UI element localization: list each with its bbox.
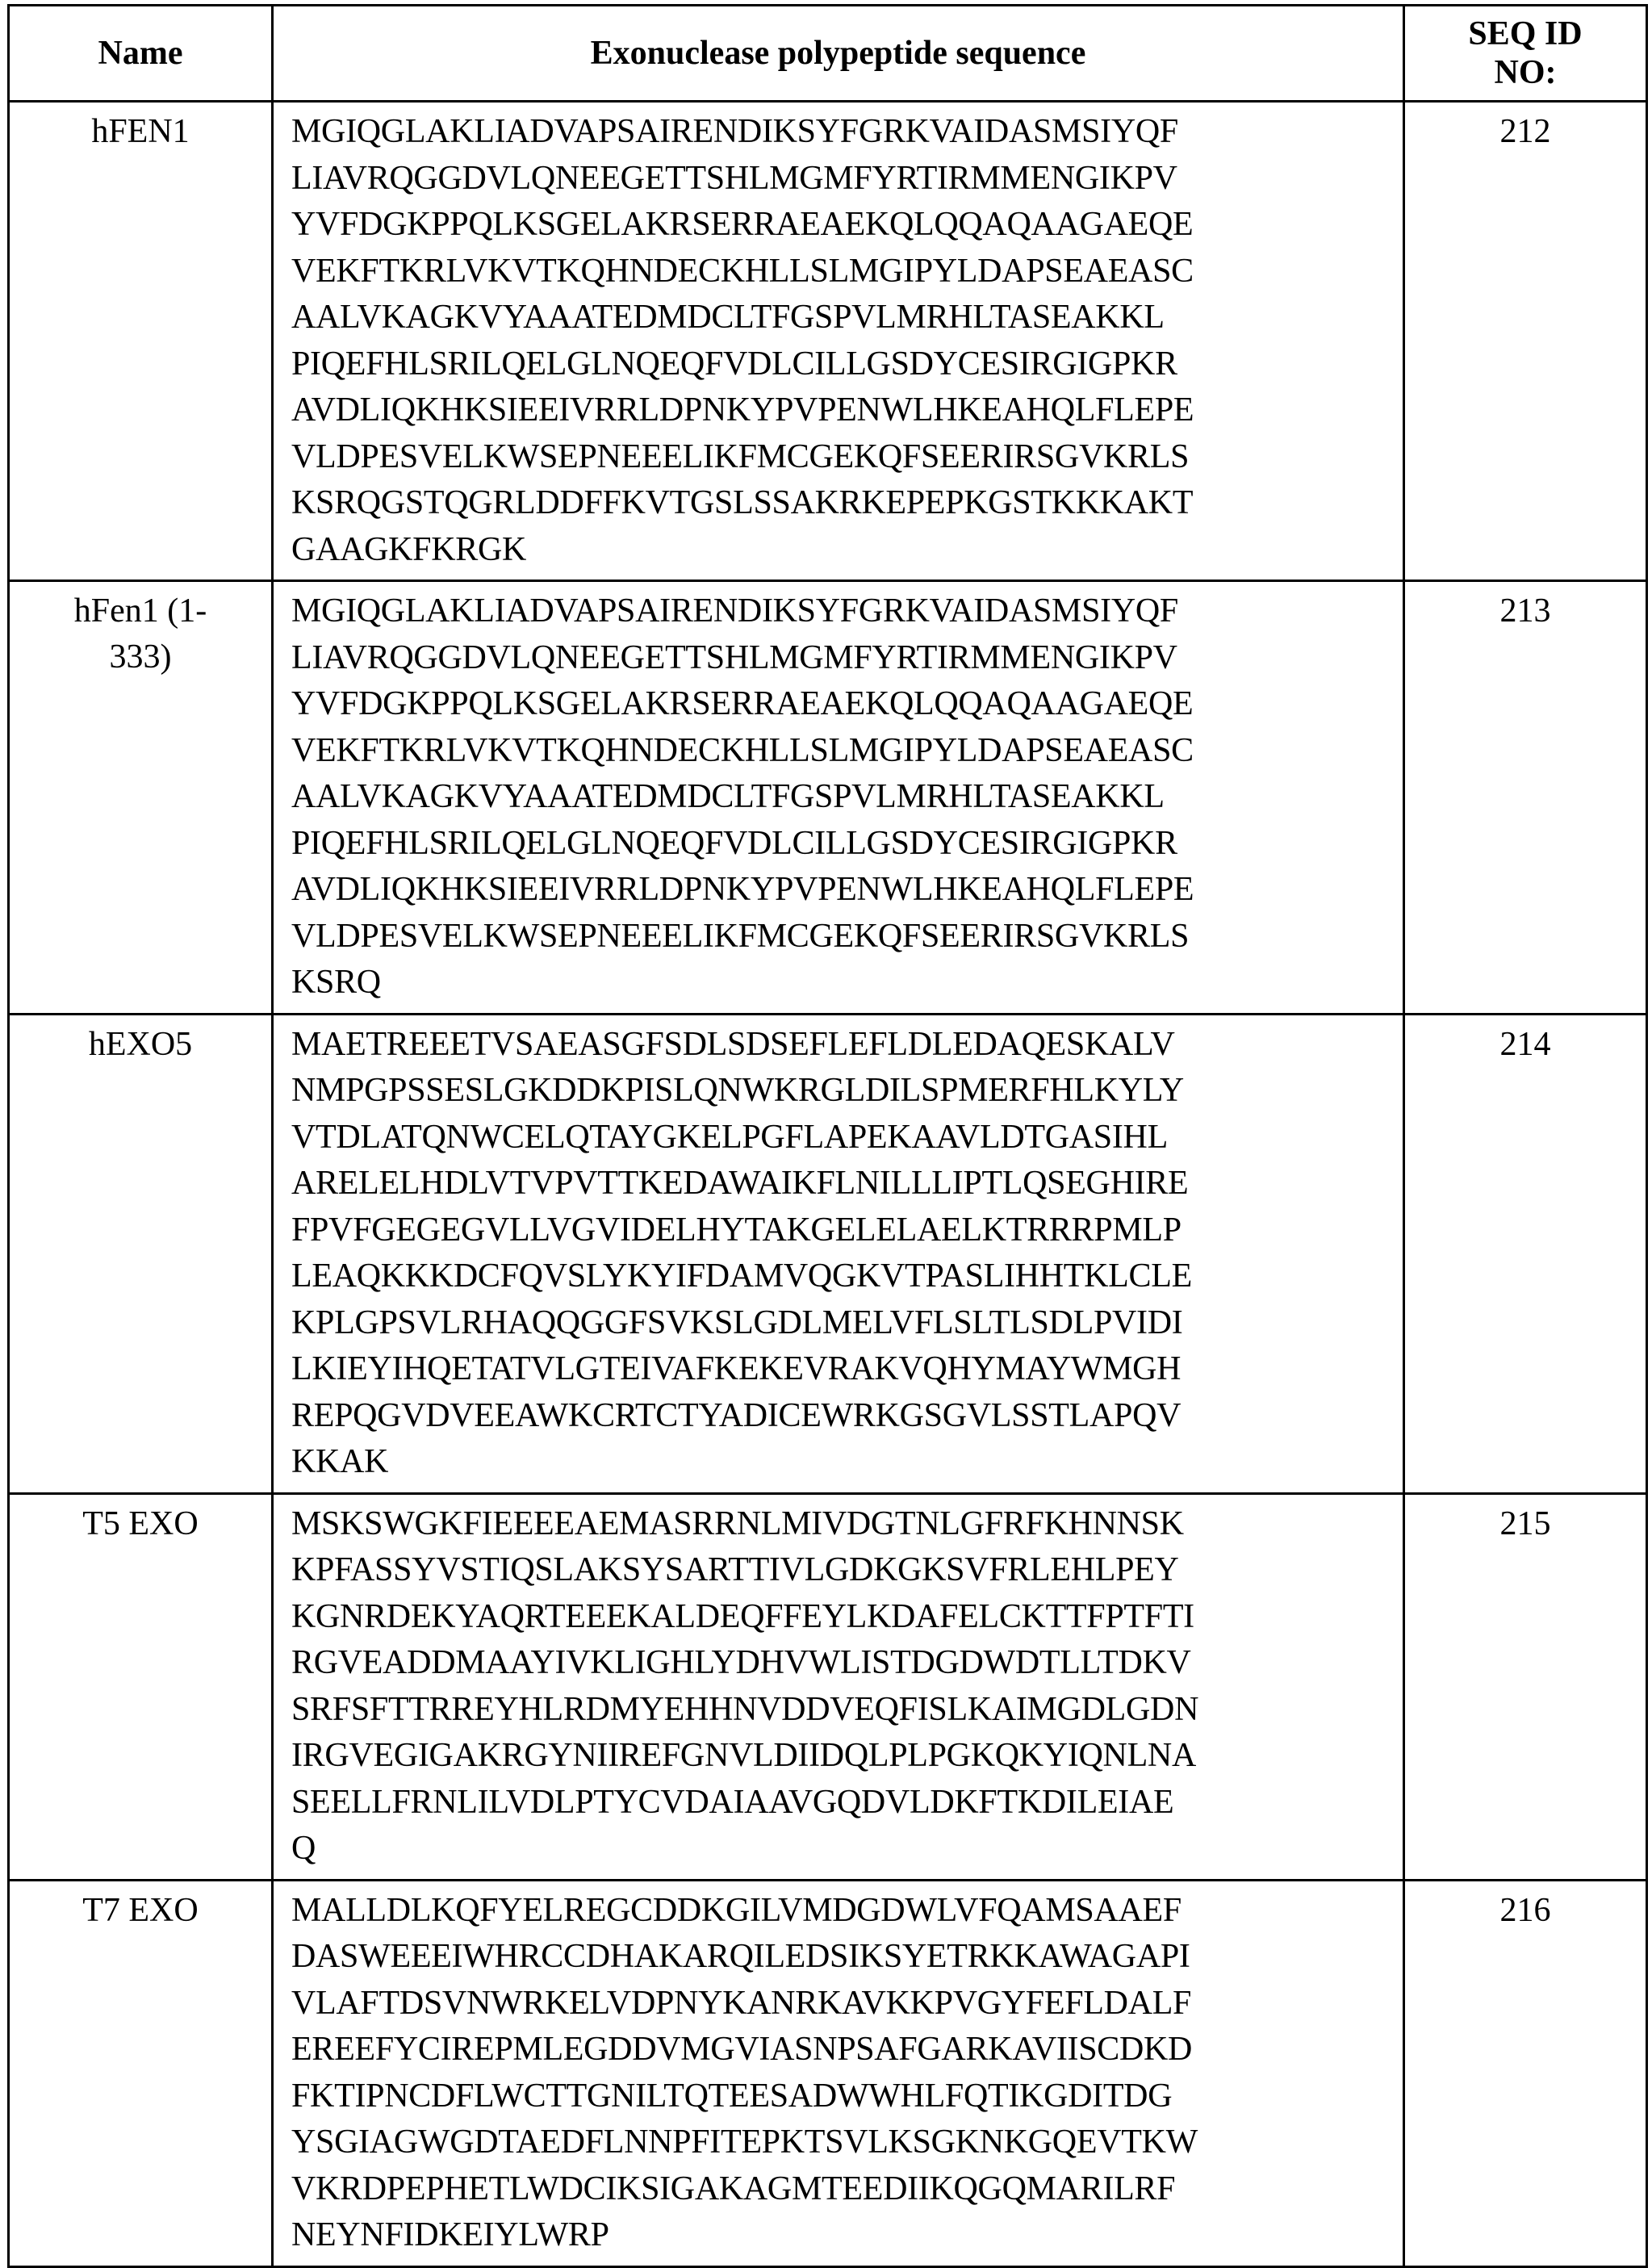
sequence-line: MGIQGLAKLIADVAPSAIRENDIKSYFGRKVAIDASMSIYQF — [291, 109, 1403, 156]
sequence-line: NEYNFIDKEIYLWRP — [291, 2212, 1403, 2259]
sequence-line: AVDLIQKHKSIEEIVRRLDPNKYPVPENWLHKEAHQLFLEPE — [291, 387, 1403, 434]
sequence-line: LIAVRQGGDVLQNEEGETTSHLMGMFYRTIRMMENGIKPV — [291, 156, 1403, 203]
enzyme-name-cell — [9, 1014, 273, 1493]
sequence-line: YVFDGKPPQLKSGELAKRSERRAEAEKQLQQAQAAGAEQE — [291, 202, 1403, 249]
sequence-cell — [273, 1493, 1404, 1880]
sequence-line: YSGIAGWGDTAEDFLNNPFITEPKTSVLKSGKNKGQEVTKW — [291, 2119, 1403, 2166]
enzyme-name: hFen1 (1- — [10, 588, 271, 634]
sequence-line: KKAK — [291, 1439, 1403, 1486]
sequence-line: SEELLFRNLILVDLPTYCVDAIAAVGQDVLDKFTKDILEIAE — [291, 1780, 1403, 1827]
enzyme-name: T7 EXO — [10, 1888, 271, 1934]
sequence-line: DASWEEEIWHRCCDHAKARQILEDSIKSYETRKKAWAGAPI — [291, 1934, 1403, 1981]
sequence-line: PIQEFHLSRILQELGLNQEQFVDLCILLGSDYCESIRGIGPKR — [291, 821, 1403, 868]
sequence-line: LIAVRQGGDVLQNEEGETTSHLMGMFYRTIRMMENGIKPV — [291, 635, 1403, 682]
sequence-line: LKIEYIHQETATVLGTEIVAFKEKEVRAKVQHYMAYWMGH — [291, 1346, 1403, 1393]
sequence-line: VLDPESVELKWSEPNEEELIKFMCGEKQFSEERIRSGVKRLS — [291, 434, 1403, 481]
sequence-line: ARELELHDLVTVPVTTKEDAWAIKFLNILLLIPTLQSEGHIRE — [291, 1161, 1403, 1207]
sequence-line: NMPGPSSESLGKDDKPISLQNWKRGLDILSPMERFHLKYLY — [291, 1068, 1403, 1115]
header-seq-id-line2: NO: — [1405, 53, 1646, 92]
enzyme-name-cell — [9, 1880, 273, 2266]
sequence-line: YVFDGKPPQLKSGELAKRSERRAEAEKQLQQAQAAGAEQE — [291, 681, 1403, 728]
table-row — [9, 102, 1647, 581]
sequence-line: VTDLATQNWCELQTAYGKELPGFLAPEKAAVLDTGASIHL — [291, 1115, 1403, 1161]
table-body — [9, 102, 1647, 2267]
enzyme-name: hEXO5 — [10, 1022, 271, 1068]
table-row — [9, 1014, 1647, 1493]
sequence-line: AVDLIQKHKSIEEIVRRLDPNKYPVPENWLHKEAHQLFLEPE — [291, 867, 1403, 914]
sequence-line: VEKFTKRLVKVTKQHNDECKHLLSLMGIPYLDAPSEAEASC — [291, 249, 1403, 295]
seq-id-number: 215 — [1404, 1493, 1647, 1880]
sequence-line: KPLGPSVLRHAQQGGFSVKSLGDLMELVFLSLTLSDLPVIDI — [291, 1300, 1403, 1347]
sequence-line: MGIQGLAKLIADVAPSAIRENDIKSYFGRKVAIDASMSIYQF — [291, 588, 1403, 635]
header-seq-id — [1404, 6, 1647, 102]
enzyme-name: 333) — [10, 634, 271, 680]
sequence-line: PIQEFHLSRILQELGLNQEQFVDLCILLGSDYCESIRGIGPKR — [291, 341, 1403, 388]
enzyme-name: T5 EXO — [10, 1501, 271, 1547]
sequence-line: RGVEADDMAAYIVKLIGHLYDHVWLISTDGDWDTLLTDKV — [291, 1640, 1403, 1687]
header-name: Name — [9, 6, 273, 102]
sequence-cell — [273, 581, 1404, 1015]
sequence-cell — [273, 1014, 1404, 1493]
header-seq-id-line1: SEQ ID — [1405, 15, 1646, 53]
table-header-row — [9, 6, 1647, 102]
sequence-line: VKRDPEPHETLWDCIKSIGAKAGMTEEDIIKQGQMARILRF — [291, 2166, 1403, 2213]
seq-id-number: 214 — [1404, 1014, 1647, 1493]
sequence-line: KSRQGSTQGRLDDFFKVTGSLSSAKRKEPEPKGSTKKKAKT — [291, 480, 1403, 527]
table-row — [9, 1880, 1647, 2266]
enzyme-name-cell — [9, 581, 273, 1015]
enzyme-name: hFEN1 — [10, 109, 271, 155]
seq-id-number: 216 — [1404, 1880, 1647, 2266]
sequence-line: AALVKAGKVYAAATEDMDCLTFGSPVLMRHLTASEAKKL — [291, 295, 1403, 341]
sequence-line: SRFSFTTRREYHLRDMYEHHNVDDVEQFISLKAIMGDLGDN — [291, 1687, 1403, 1734]
sequence-line: FPVFGEGEGVLLVGVIDELHYTAKGELELAELKTRRRPMLP — [291, 1207, 1403, 1254]
sequence-line: MALLDLKQFYELREGCDDKGILVMDGDWLVFQAMSAAEF — [291, 1888, 1403, 1935]
sequence-line: KSRQ — [291, 960, 1403, 1006]
exonuclease-sequence-table — [7, 4, 1648, 2268]
sequence-line: VLDPESVELKWSEPNEEELIKFMCGEKQFSEERIRSGVKRLS — [291, 914, 1403, 960]
sequence-line: VEKFTKRLVKVTKQHNDECKHLLSLMGIPYLDAPSEAEASC — [291, 728, 1403, 775]
table-row — [9, 1493, 1647, 1880]
sequence-line: IRGVEGIGAKRGYNIIREFGNVLDIIDQLPLPGKQKYIQNLNA — [291, 1733, 1403, 1780]
sequence-line: AALVKAGKVYAAATEDMDCLTFGSPVLMRHLTASEAKKL — [291, 774, 1403, 821]
enzyme-name-cell — [9, 1493, 273, 1880]
header-sequence: Exonuclease polypeptide sequence — [273, 6, 1404, 102]
sequence-line: VLAFTDSVNWRKELVDPNYKANRKAVKKPVGYFEFLDALF — [291, 1981, 1403, 2027]
enzyme-name-cell — [9, 102, 273, 581]
sequence-line: MAETREEETVSAEASGFSDLSDSEFLEFLDLEDAQESKALV — [291, 1022, 1403, 1069]
sequence-line: GAAGKFKRGK — [291, 527, 1403, 574]
sequence-line: Q — [291, 1826, 1403, 1873]
sequence-cell — [273, 102, 1404, 581]
table-row — [9, 581, 1647, 1015]
sequence-line: LEAQKKKDCFQVSLYKYIFDAMVQGKVTPASLIHHTKLCLE — [291, 1253, 1403, 1300]
sequence-line: KGNRDEKYAQRTEEEKALDEQFFEYLKDAFELCKTTFPTFTI — [291, 1594, 1403, 1641]
seq-id-number: 212 — [1404, 102, 1647, 581]
sequence-line: KPFASSYVSTIQSLAKSYSARTTIVLGDKGKSVFRLEHLPEY — [291, 1547, 1403, 1594]
sequence-cell — [273, 1880, 1404, 2266]
sequence-line: MSKSWGKFIEEEEAEMASRRNLMIVDGTNLGFRFKHNNSK — [291, 1501, 1403, 1548]
seq-id-number: 213 — [1404, 581, 1647, 1015]
sequence-line: EREEFYCIREPMLEGDDVMGVIASNPSAFGARKAVIISCDKD — [291, 2027, 1403, 2073]
sequence-line: FKTIPNCDFLWCTTGNILTQTEESADWWHLFQTIKGDITDG — [291, 2073, 1403, 2120]
sequence-line: REPQGVDVEEAWKCRTCTYADICEWRKGSGVLSSTLAPQV — [291, 1393, 1403, 1440]
